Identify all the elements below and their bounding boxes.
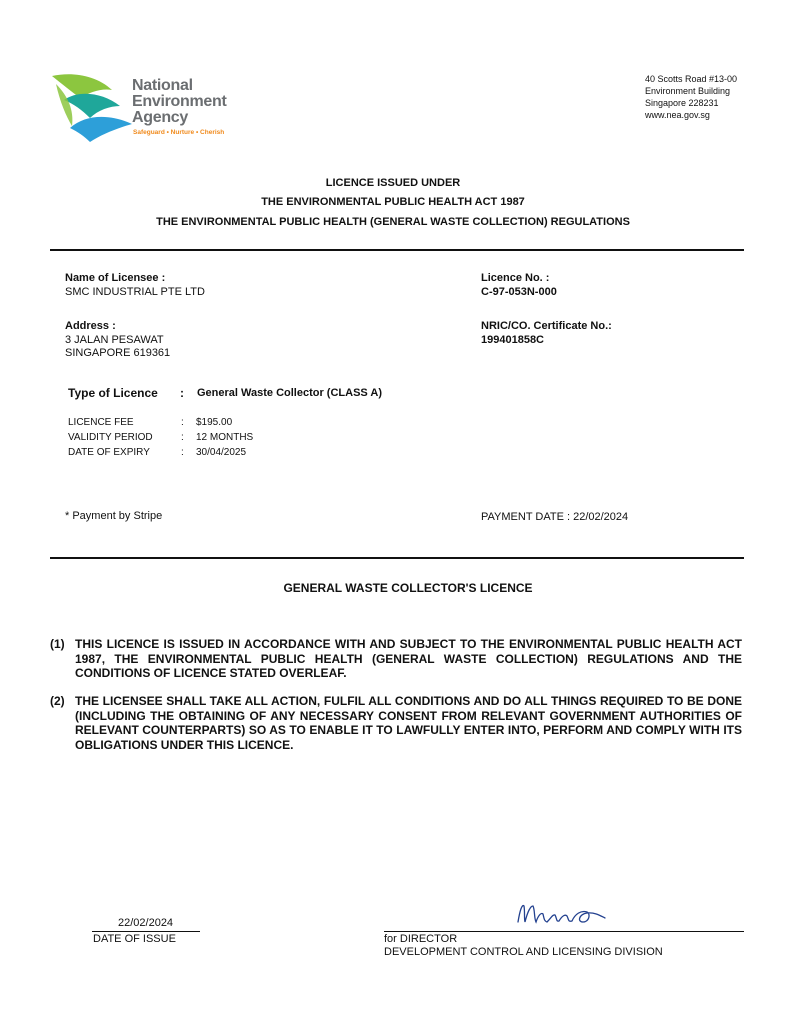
agency-address <box>645 73 737 121</box>
director-signature <box>515 898 615 935</box>
issue-date: 22/02/2024 <box>118 917 174 929</box>
date-of-issue-label: DATE OF ISSUE <box>93 933 176 945</box>
issue-date-line <box>92 931 200 932</box>
divider-middle <box>50 557 744 559</box>
fee-colon: : <box>181 417 184 428</box>
licence-no-label: Licence No. : <box>481 272 550 284</box>
header-line-1: LICENCE ISSUED UNDER <box>325 177 461 189</box>
clause-2 <box>50 694 742 752</box>
signature-icon <box>515 898 615 930</box>
agency-name-line-1: National <box>132 77 193 94</box>
address-line: Environment Building <box>645 86 731 96</box>
validity-period-value: 12 MONTHS <box>196 432 254 443</box>
fee-labels <box>68 415 153 460</box>
fee-values <box>196 415 253 460</box>
header-line-2: THE ENVIRONMENTAL PUBLIC HEALTH ACT 1987 <box>261 196 525 208</box>
clause-number: (1) <box>50 637 65 651</box>
clause-number: (2) <box>50 694 65 708</box>
validity-period-label: VALIDITY PERIOD <box>68 432 153 443</box>
agency-name <box>132 78 227 126</box>
payment-method: * Payment by Stripe <box>65 510 163 522</box>
address-line: Singapore 228231 <box>645 98 719 108</box>
type-of-licence-value: General Waste Collector (CLASS A) <box>197 387 382 399</box>
address-line: www.nea.gov.sg <box>645 110 710 120</box>
name-of-licensee-label: Name of Licensee : <box>65 272 166 284</box>
licence-no-value: C-97-053N-000 <box>481 286 557 298</box>
address-label: Address : <box>65 320 116 332</box>
licensee-address <box>65 334 170 360</box>
licensee-address-line: SINGAPORE 619361 <box>65 347 171 359</box>
nric-value: 199401858C <box>481 334 545 346</box>
signatory-title <box>384 933 663 959</box>
nea-logo-mark-icon <box>50 70 134 146</box>
signature-line <box>384 931 744 932</box>
licence-fee-value: $195.00 <box>196 417 233 428</box>
division-name: DEVELOPMENT CONTROL AND LICENSING DIVISION <box>384 946 663 958</box>
clause-text: THE LICENSEE SHALL TAKE ALL ACTION, FULFIL ALL CONDITIONS AND DO ALL THINGS REQUIRED TO BE DONE (INCLUDING THE OBTAINING OF ANY NECESSARY CONSENT FROM RELEVANT GOVERNMENT AUTHORITIES OF RELEVANT COUNTERPARTS) SO AS TO ENABLE IT TO LAWFULLY ENTER INTO, PERFORM AND COMPLY WITH ITS OBLIGATIONS UNDER THIS LICENCE. <box>75 694 742 752</box>
agency-tagline: Safeguard • Nurture • Cherish <box>133 129 225 136</box>
divider-top <box>50 249 744 251</box>
agency-name-line-2: Environment <box>132 93 227 110</box>
agency-name-line-3: Agency <box>132 109 188 126</box>
licensee-address-line: 3 JALAN PESAWAT <box>65 334 164 346</box>
licensee-name: SMC INDUSTRIAL PTE LTD <box>65 286 205 298</box>
fee-colon: : <box>181 432 184 443</box>
fee-colon: : <box>181 447 184 458</box>
licence-fee-label: LICENCE FEE <box>68 417 134 428</box>
nric-label: NRIC/CO. Certificate No.: <box>481 320 612 332</box>
for-director: for DIRECTOR <box>384 933 458 945</box>
clause-1 <box>50 637 742 681</box>
date-of-expiry-value: 30/04/2025 <box>196 447 247 458</box>
fee-colons <box>181 415 184 460</box>
type-of-licence-label: Type of Licence <box>68 386 158 400</box>
payment-date: PAYMENT DATE : 22/02/2024 <box>481 511 629 523</box>
type-of-licence-colon: : <box>180 386 184 400</box>
licence-title: GENERAL WASTE COLLECTOR'S LICENCE <box>283 581 533 595</box>
date-of-expiry-label: DATE OF EXPIRY <box>68 447 150 458</box>
header-line-3: THE ENVIRONMENTAL PUBLIC HEALTH (GENERAL WASTE COLLECTION) REGULATIONS <box>156 216 630 228</box>
address-line: 40 Scotts Road #13-00 <box>645 74 738 84</box>
clause-text: THIS LICENCE IS ISSUED IN ACCORDANCE WITH AND SUBJECT TO THE ENVIRONMENTAL PUBLIC HEALTH ACT 1987, THE ENVIRONMENTAL PUBLIC HEALTH (GENERAL WASTE COLLECTION) REGULATIONS AND THE CONDITIONS OF LICENCE STATED OVERLEAF. <box>75 637 742 680</box>
